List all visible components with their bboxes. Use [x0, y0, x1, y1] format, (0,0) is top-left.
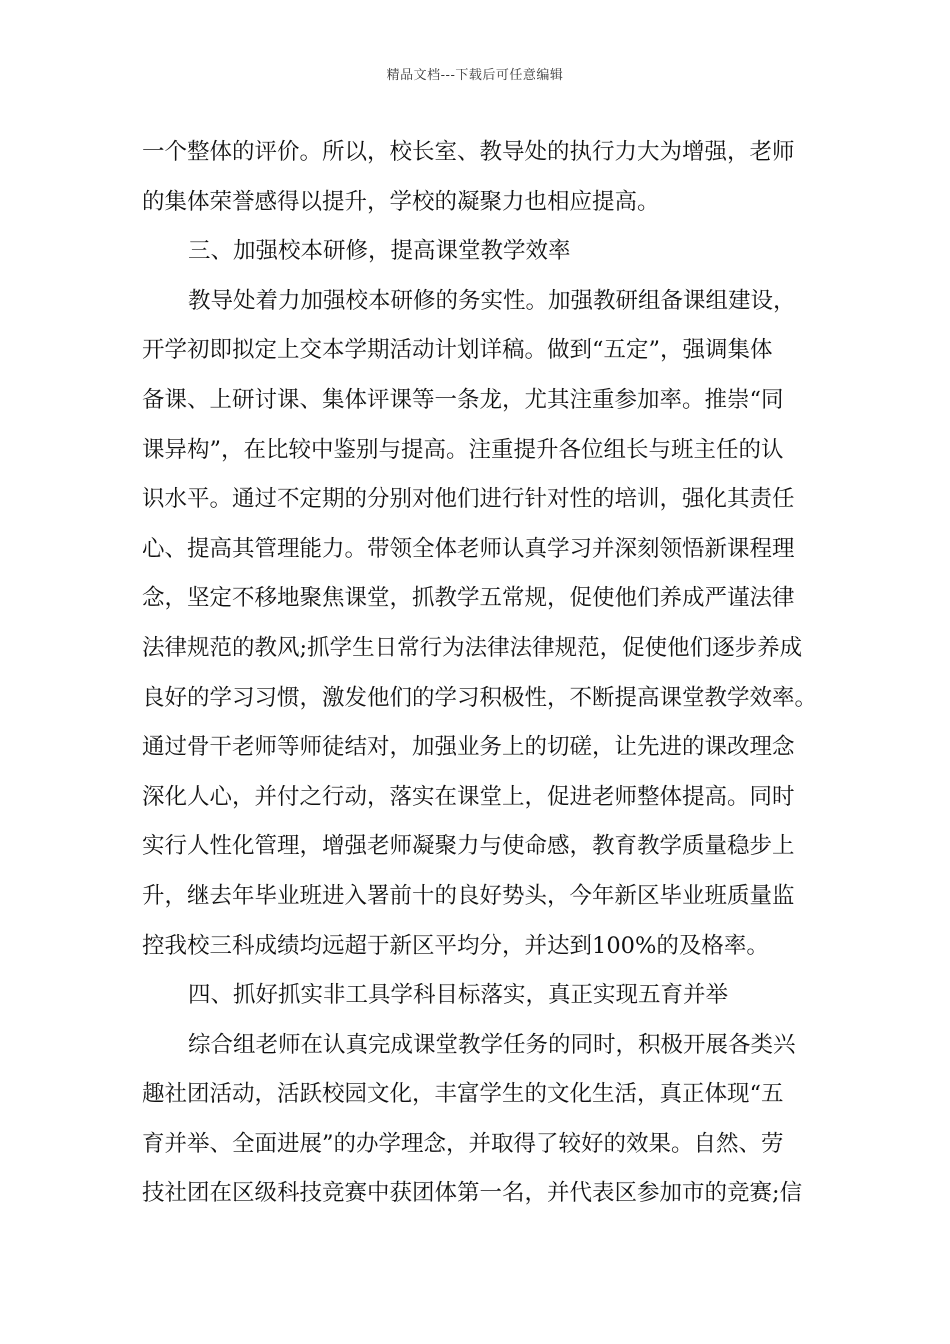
text-line: 趣社团活动，活跃校园文化，丰富学生的文化生活，真正体现“五 — [142, 1081, 784, 1108]
text-line: 念，坚定不移地聚焦课堂，抓教学五常规，促使他们养成严谨法律 — [142, 585, 795, 612]
text-line: 一个整体的评价。所以，校长室、教导处的执行力大为增强，老师 — [142, 139, 795, 165]
text-line: 识水平。通过不定期的分别对他们进行针对性的培训，强化其责任 — [142, 486, 795, 513]
text-line: 开学初即拟定上交本学期活动计划详稿。做到“五定”，强调集体 — [142, 337, 773, 364]
text-line: 教导处着力加强校本研修的务实性。加强教研组备课组建设， — [188, 287, 796, 314]
text-line: 通过骨干老师等师徒结对，加强业务上的切磋，让先进的课改理念 — [142, 734, 795, 761]
document-body — [142, 128, 822, 1219]
page-header: 精品文档---下载后可任意编辑 — [386, 68, 564, 83]
text-line: 四、抓好抓实非工具学科目标落实，真正实现五育并举 — [188, 982, 729, 1009]
text-line: 实行人性化管理，增强老师凝聚力与使命感，教育教学质量稳步上 — [142, 833, 795, 860]
text-line: 课异构”，在比较中鉴别与提高。注重提升各位组长与班主任的认 — [142, 436, 784, 463]
text-line: 综合组老师在认真完成课堂教学任务的同时，积极开展各类兴 — [188, 1031, 796, 1058]
text-line: 法律规范的教风;抓学生日常行为法律法律规范，促使他们逐步养成 — [142, 634, 803, 661]
text-line: 育并举、全面进展”的办学理念，并取得了较好的效果。自然、劳 — [142, 1130, 784, 1157]
text-line: 升，继去年毕业班进入署前十的良好势头，今年新区毕业班质量监 — [142, 882, 795, 909]
text-line: 技社团在区级科技竞赛中获团体第一名，并代表区参加市的竞赛;信 — [142, 1180, 803, 1207]
text-line: 备课、上研讨课、集体评课等一条龙，尤其注重参加率。推崇“同 — [142, 386, 784, 413]
text-line: 的集体荣誉感得以提升，学校的凝聚力也相应提高。 — [142, 188, 660, 215]
text-line: 三、加强校本研修，提高课堂教学效率 — [188, 238, 571, 265]
text-line: 良好的学习习惯，激发他们的学习积极性，不断提高课堂教学效率。 — [142, 684, 818, 711]
text-line: 控我校三科成绩均远超于新区平均分，并达到100%的及格率。 — [142, 932, 769, 959]
text-line: 心、提高其管理能力。带领全体老师认真学习并深刻领悟新课程理 — [142, 535, 795, 562]
text-line: 深化人心，并付之行动，落实在课堂上，促进老师整体提高。同时 — [142, 783, 795, 810]
